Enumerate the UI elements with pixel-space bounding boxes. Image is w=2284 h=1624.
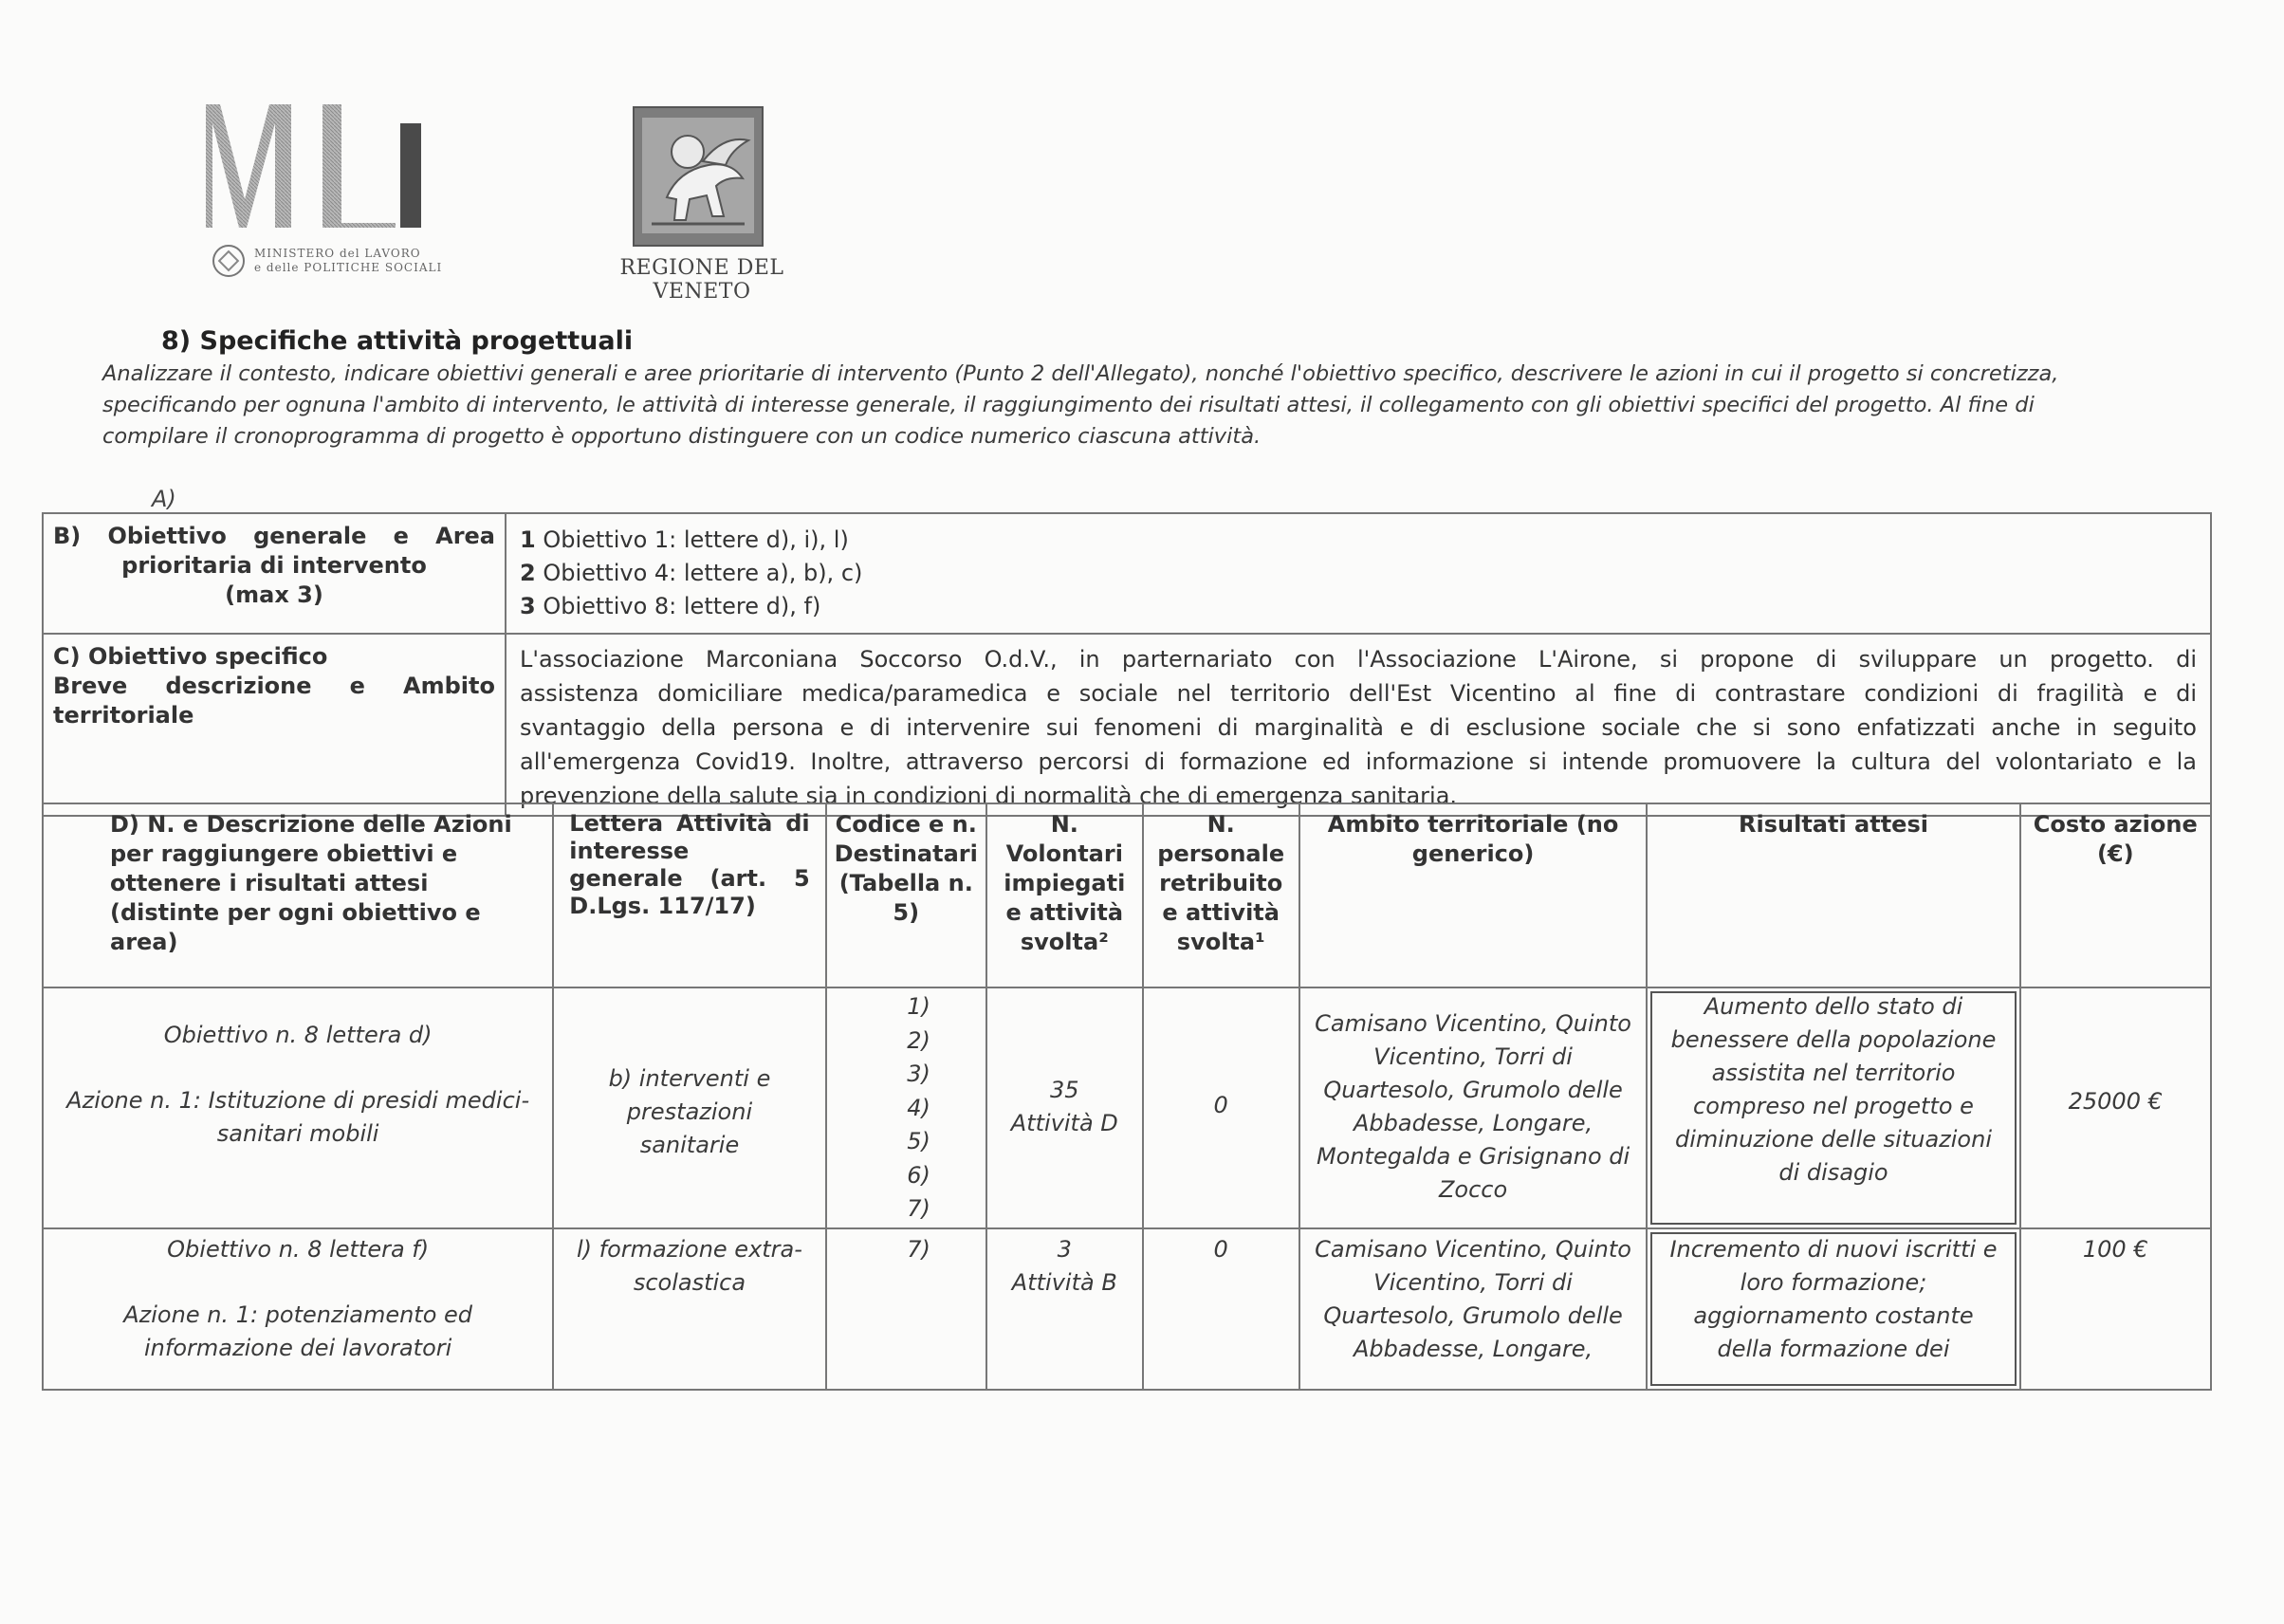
objective-item: 1 Obiettivo 1: lettere d), i), l) bbox=[520, 526, 849, 553]
header-volontari: N. Volontari impiegati e attività svolta² bbox=[986, 803, 1143, 987]
row-lettera: b) interventi e prestazioni sanitarie bbox=[553, 987, 825, 1228]
b-label-line2: prioritaria di intervento bbox=[121, 552, 427, 579]
row-costo: 100 € bbox=[2020, 1228, 2211, 1390]
header-azioni: D) N. e Descrizione delle Azioni per raggiungere obiettivi e ottenere i risultati attesi (distinte per ogni obiettivo e area) bbox=[43, 803, 553, 987]
section-b-row bbox=[43, 513, 2211, 634]
objective-item: 3 Obiettivo 8: lettere d), f) bbox=[520, 593, 821, 619]
section-c-row bbox=[43, 634, 2211, 816]
section-intro: Analizzare il contesto, indicare obiettivi generali e aree prioritarie di intervento (Punto 2 dell'Allegato), nonché l'obiettivo specifico, descrivere le azioni in cui il progetto si concretizza, specificando per ognuna l'ambito di intervento, le attività di interesse generale, il raggiungimento dei risultati attesi, il collegamento con gli obiettivi specifici del progetto. Al fine di compilare il cronoprogramma di progetto è opportuno distinguere con un codice numerico ciascuna attività. bbox=[102, 361, 2059, 449]
row-ambito: Camisano Vicentino, Quinto Vicentino, Torri di Quartesolo, Grumolo delle Abbadesse, Longare, Montegalda e Grisignano di Zocco bbox=[1299, 987, 1648, 1228]
header-personale: N. personale retribuito e attività svolta¹ bbox=[1143, 803, 1299, 987]
header-risultati: Risultati attesi bbox=[1647, 803, 2019, 987]
italian-emblem-icon bbox=[212, 245, 245, 277]
ministero-caption-line2: e delle POLITICHE SOCIALI bbox=[254, 261, 443, 274]
header-codice: Codice e n. Destinatari (Tabella n. 5) bbox=[826, 803, 986, 987]
objective-item: 2 Obiettivo 4: lettere a), b), c) bbox=[520, 560, 863, 586]
regione-veneto-logo bbox=[588, 106, 816, 304]
c-label-line3: territoriale bbox=[53, 702, 194, 729]
row-personale: 0 bbox=[1143, 987, 1299, 1228]
row-risultati: Incremento di nuovi iscritti e loro formazione; aggiornamento costante della formazione dei bbox=[1647, 1228, 2019, 1390]
lion-of-saint-mark-icon bbox=[633, 106, 764, 247]
section-c-description: L'associazione Marconiana Soccorso O.d.V., in parternariato con l'Associazione L'Airone, si propone di sviluppare un progetto. di assistenza domiciliare medica/paramedica e sociale nel territorio dell'Est Vicentino al fine di contrastare condizioni di fragilità e di svantaggio della persona e di intervenire sui fenomeni di marginalità e di esclusione sociale che si sono enfatizzati anche in seguito all'emergenza Covid19. Inoltre, attraverso percorsi di formazione ed informazione si intende promuovere la cultura del volontariato e la prevenzione della salute sia in condizioni di normalità che di emergenza sanitaria. bbox=[506, 634, 2211, 816]
section-b-label bbox=[43, 513, 506, 634]
row-obiettivo: Obiettivo n. 8 lettera d) bbox=[163, 1022, 433, 1048]
ml-monogram-icon bbox=[201, 95, 438, 237]
section-title: 8) Specifiche attività progettuali bbox=[161, 326, 634, 356]
ministero-caption-line1: MINISTERO del LAVORO bbox=[254, 247, 421, 260]
b-label-line3: (max 3) bbox=[225, 581, 323, 608]
b-label-line1: B) Obiettivo generale e Area bbox=[53, 523, 495, 549]
row-codici: 1) 2) 3) 4) 5) 6) 7) bbox=[826, 987, 986, 1228]
section-b-objectives bbox=[506, 513, 2211, 634]
row-lettera: l) formazione extra-scolastica bbox=[553, 1228, 825, 1390]
header-ambito: Ambito territoriale (no generico) bbox=[1299, 803, 1648, 987]
objectives-table bbox=[42, 512, 2212, 817]
header-costo: Costo azione (€) bbox=[2020, 803, 2211, 987]
row-volontari: 3 Attività B bbox=[986, 1228, 1143, 1390]
action-row bbox=[43, 987, 2211, 1228]
section-a-label: A) bbox=[152, 486, 176, 512]
ministero-lavoro-logo bbox=[201, 95, 448, 289]
c-label-line2: Breve descrizione e Ambito bbox=[53, 673, 495, 699]
row-azione: Azione n. 1: potenziamento ed informazione dei lavoratori bbox=[123, 1301, 473, 1361]
row-personale: 0 bbox=[1143, 1228, 1299, 1390]
row-volontari: 35 Attività D bbox=[986, 987, 1143, 1228]
row-ambito: Camisano Vicentino, Quinto Vicentino, Torri di Quartesolo, Grumolo delle Abbadesse, Longare, bbox=[1299, 1228, 1648, 1390]
regione-caption: REGIONE DEL VENETO bbox=[619, 256, 784, 304]
row-obiettivo: Obiettivo n. 8 lettera f) bbox=[167, 1235, 430, 1263]
row-azione: Azione n. 1: Istituzione di presidi medici-sanitari mobili bbox=[66, 1087, 530, 1147]
row-risultati: Aumento dello stato di benessere della popolazione assistita nel territorio compreso nel progetto e diminuzione delle situazioni di disagio bbox=[1647, 987, 2019, 1228]
action-row bbox=[43, 1228, 2211, 1390]
c-label-line1: C) Obiettivo specifico bbox=[53, 643, 328, 670]
row-costo: 25000 € bbox=[2020, 987, 2211, 1228]
actions-header-row bbox=[43, 803, 2211, 987]
row-codici: 7) bbox=[826, 1228, 986, 1390]
header-lettera: Lettera Attività di interesse generale (art. 5 D.Lgs. 117/17) bbox=[553, 803, 825, 987]
section-c-label bbox=[43, 634, 506, 816]
actions-table bbox=[42, 803, 2212, 1391]
